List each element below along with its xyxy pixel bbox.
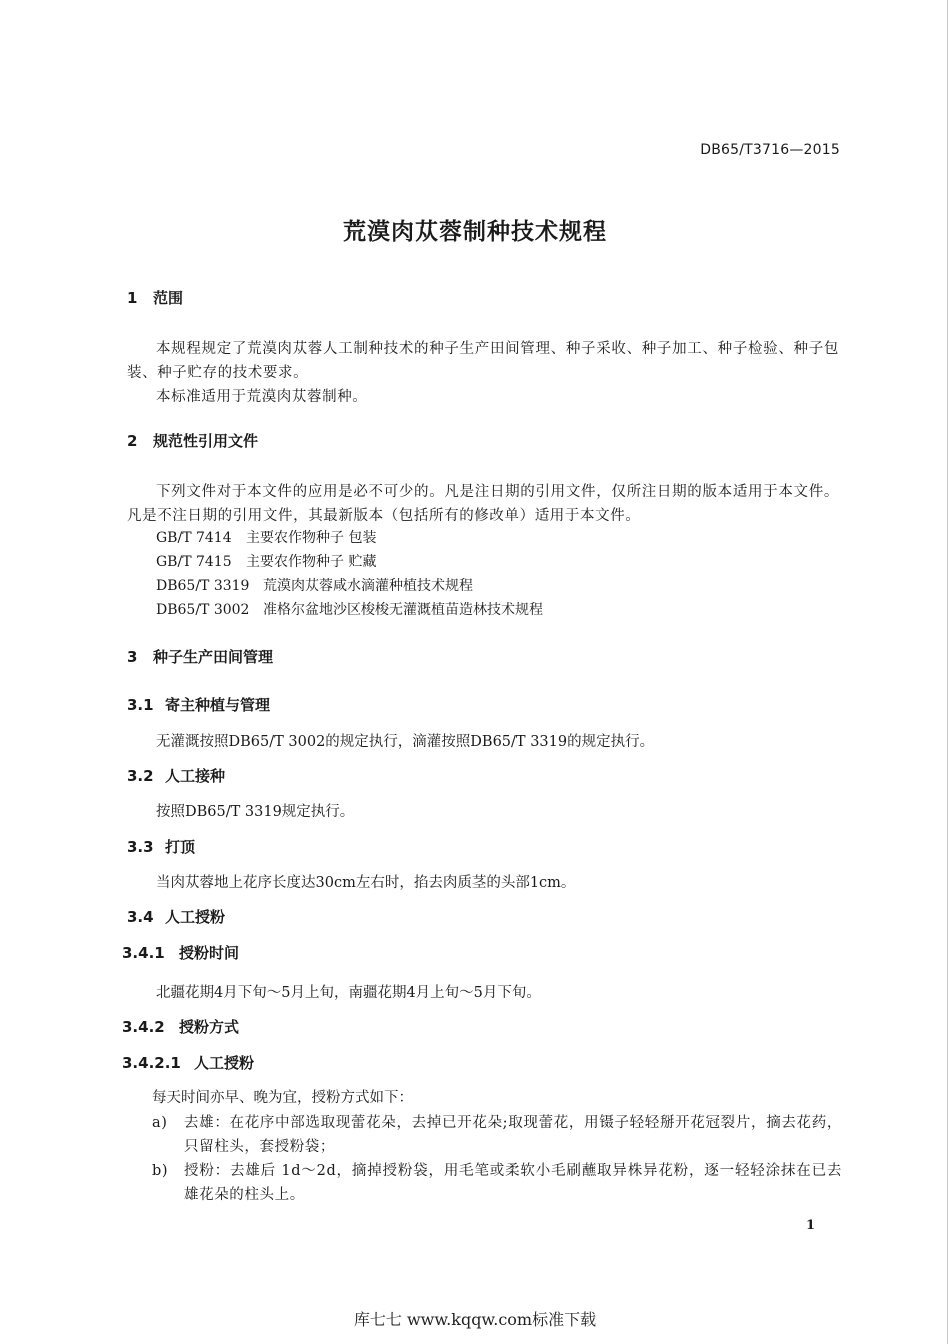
document-code: DB65/T3716—2015 xyxy=(700,142,840,158)
scan-edge-line xyxy=(947,0,948,1344)
document-title: 荒漠肉苁蓉制种技术规程 xyxy=(343,219,607,245)
section-2-paragraph-1: 下列文件对于本文件的应用是必不可少的。凡是注日期的引用文件，仅所注日期的版本适用于本文件。凡是不注日期的引用文件，其最新版本（包括所有的修改单）适用于本文件。 xyxy=(127,484,839,524)
subsection-number: 3.4.2 xyxy=(122,1018,165,1036)
list-item xyxy=(152,1111,842,1159)
subsection-title: 人工接种 xyxy=(165,767,226,785)
reference-title: 主要农作物种子 包装 xyxy=(246,530,377,546)
footer-watermark: 库七七 www.kqqw.com标准下载 xyxy=(353,1310,597,1329)
subsection-3-4-2-heading xyxy=(122,1016,239,1037)
subsection-3-2-heading xyxy=(127,765,225,786)
section-3-heading xyxy=(127,646,273,667)
subsection-number: 3.1 xyxy=(127,696,154,714)
reference-item xyxy=(156,599,543,619)
subsection-number: 3.4.1 xyxy=(122,944,165,962)
section-1-heading xyxy=(127,287,183,308)
subsection-3-1-heading xyxy=(127,694,270,715)
reference-item xyxy=(156,575,473,595)
subsection-number: 3.2 xyxy=(127,767,154,785)
section-title: 种子生产田间管理 xyxy=(153,648,274,666)
subsection-title: 寄主种植与管理 xyxy=(165,696,271,714)
subsection-3-3-text: 当肉苁蓉地上花序长度达30cm左右时，掐去肉质茎的头部1cm。 xyxy=(156,875,576,891)
list-item-text: 去雄：在花序中部选取现蕾花朵，去掉已开花朵;取现蕾花，用镊子轻轻掰开花冠裂片，摘去花药，只留柱头，套授粉袋； xyxy=(184,1115,842,1155)
subsection-3-4-2-1-intro: 每天时间亦早、晚为宜，授粉方式如下： xyxy=(152,1090,413,1106)
section-title: 规范性引用文件 xyxy=(153,432,259,450)
subsection-title: 人工授粉 xyxy=(194,1054,255,1072)
subsection-number: 3.4.2.1 xyxy=(122,1054,181,1072)
subsection-title: 授粉时间 xyxy=(179,944,240,962)
reference-code: GB/T 7415 xyxy=(156,554,232,570)
reference-title: 主要农作物种子 贮藏 xyxy=(246,554,377,570)
list-marker: a) xyxy=(152,1115,168,1131)
reference-title: 准格尔盆地沙区梭梭无灌溉植苗造林技术规程 xyxy=(263,602,543,618)
subsection-title: 授粉方式 xyxy=(179,1018,240,1036)
list-item xyxy=(152,1159,842,1207)
reference-item xyxy=(156,551,376,571)
section-number: 3 xyxy=(127,648,138,666)
reference-code: DB65/T 3319 xyxy=(156,578,250,594)
section-number: 1 xyxy=(127,289,138,307)
section-1-paragraph-1: 本规程规定了荒漠肉苁蓉人工制种技术的种子生产田间管理、种子采收、种子加工、种子检验、种子包装、种子贮存的技术要求。 xyxy=(127,341,839,381)
section-2-heading xyxy=(127,430,258,451)
subsection-number: 3.4 xyxy=(127,908,154,926)
reference-item xyxy=(156,527,376,547)
reference-code: GB/T 7414 xyxy=(156,530,232,546)
section-1-paragraph-2: 本标准适用于荒漠肉苁蓉制种。 xyxy=(156,389,368,405)
subsection-number: 3.3 xyxy=(127,838,154,856)
section-title: 范围 xyxy=(153,289,184,307)
reference-title: 荒漠肉苁蓉咸水滴灌种植技术规程 xyxy=(263,578,473,594)
section-number: 2 xyxy=(127,432,138,450)
subsection-title: 打顶 xyxy=(165,838,196,856)
subsection-3-3-heading xyxy=(127,836,195,857)
list-marker: b) xyxy=(152,1163,169,1179)
subsection-3-4-1-text: 北疆花期4月下旬～5月上旬，南疆花期4月上旬～5月下旬。 xyxy=(156,985,541,1001)
subsection-3-4-2-1-heading xyxy=(122,1052,254,1073)
subsection-title: 人工授粉 xyxy=(165,908,226,926)
page-number: 1 xyxy=(806,1218,816,1233)
subsection-3-1-text: 无灌溉按照DB65/T 3002的规定执行，滴灌按照DB65/T 3319的规定执行。 xyxy=(156,734,655,750)
subsection-3-4-heading xyxy=(127,906,225,927)
reference-code: DB65/T 3002 xyxy=(156,602,250,618)
list-item-text: 授粉：去雄后 1d～2d，摘掉授粉袋，用毛笔或柔软小毛刷蘸取异株异花粉，逐一轻轻涂抹在已去雄花朵的柱头上。 xyxy=(184,1163,842,1203)
subsection-3-4-1-heading xyxy=(122,942,239,963)
subsection-3-2-text: 按照DB65/T 3319规定执行。 xyxy=(156,804,355,820)
